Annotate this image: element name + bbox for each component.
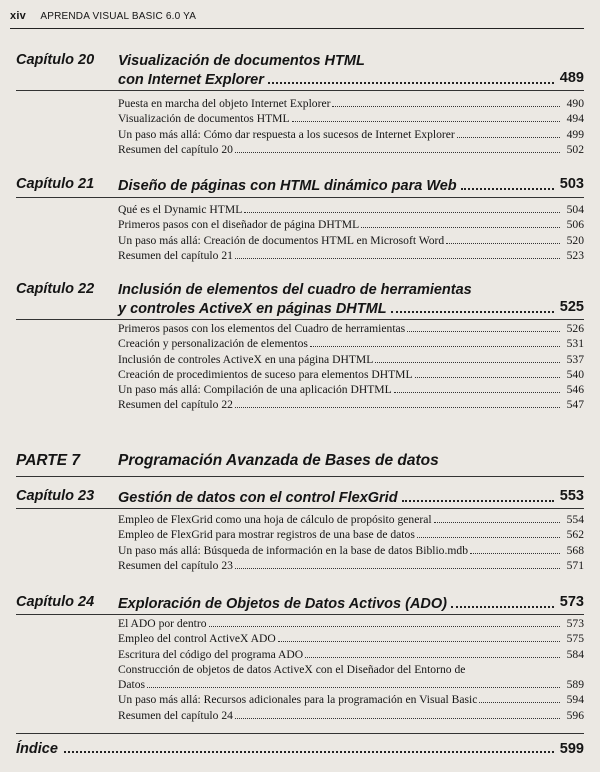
index-label: Índice	[16, 741, 58, 757]
toc-entry: Inclusión de controles ActiveX en una página DHTML 537	[118, 352, 584, 366]
chapter-entries	[118, 202, 584, 263]
toc-entry: El ADO por dentro 573	[118, 617, 584, 630]
toc-entry: Qué es el Dynamic HTML 504	[118, 203, 584, 216]
chapter-rule	[16, 319, 584, 320]
part-rule	[16, 476, 584, 477]
toc-entry: Creación de procedimientos de suceso para elementos DHTML 540	[118, 367, 584, 381]
header-rule	[10, 28, 584, 29]
chapter-page: 573	[559, 594, 584, 610]
chapter-rule	[16, 197, 584, 198]
chapter-label: Capítulo 22	[16, 281, 95, 297]
chapter-title: Visualización de documentos HTML con Internet Explorer	[118, 52, 558, 89]
toc-entry: Empleo de FlexGrid para mostrar registros de una base de datos 562	[118, 528, 584, 542]
chapter-rule	[16, 508, 584, 509]
chapter-title: Exploración de Objetos de Datos Activos (ADO)	[118, 594, 558, 613]
chapter-title: Gestión de datos con el control FlexGrid	[118, 488, 558, 507]
toc-entry: Un paso más allá: Recursos adicionales para la programación en Visual Basic 594	[118, 693, 584, 707]
chapter-page: 489	[559, 70, 584, 86]
chapter-entries	[118, 616, 584, 723]
toc-entry: Un paso más allá: Creación de documentos HTML en Microsoft Word 520	[118, 233, 584, 247]
toc-entry: Construcción de objetos de datos ActiveX con el Diseñador del Entorno de Datos 589	[118, 662, 584, 692]
chapter-rule	[16, 614, 584, 615]
chapter-label: Capítulo 23	[16, 488, 95, 504]
toc-entry: Primeros pasos con el diseñador de página DHTML 506	[118, 218, 584, 232]
book-title: APRENDA VISUAL BASIC 6.0 YA	[40, 11, 197, 22]
toc-entry: Empleo de FlexGrid como una hoja de cálculo de propósito general 554	[118, 513, 584, 526]
part-label: PARTE 7	[16, 452, 81, 469]
toc-entry: Resumen del capítulo 23 571	[118, 558, 584, 572]
chapter-label: Capítulo 24	[16, 594, 95, 610]
chapter-entries	[118, 96, 584, 157]
chapter-label: Capítulo 21	[16, 176, 95, 192]
toc-entry: Puesta en marcha del objeto Internet Explorer 490	[118, 97, 584, 110]
chapter-entries	[118, 321, 584, 413]
toc-entry: Creación y personalización de elementos 531	[118, 337, 584, 351]
toc-entry: Escritura del código del programa ADO 584	[118, 647, 584, 661]
chapter-page: 503	[559, 176, 584, 192]
page-number: xiv	[10, 10, 26, 22]
toc-entry: Primeros pasos con los elementos del Cuadro de herramientas 526	[118, 322, 584, 335]
part-title: Programación Avanzada de Bases de datos	[118, 452, 439, 469]
toc-entry: Un paso más allá: Compilación de una aplicación DHTML 546	[118, 383, 584, 397]
toc-entry: Visualización de documentos HTML 494	[118, 112, 584, 126]
toc-entry: Resumen del capítulo 24 596	[118, 708, 584, 722]
chapter-page: 525	[559, 299, 584, 315]
index-page: 599	[559, 741, 584, 757]
toc-entry: Un paso más allá: Búsqueda de información en la base de datos Biblio.mdb 568	[118, 543, 584, 557]
toc-entry: Resumen del capítulo 21 523	[118, 248, 584, 262]
index-entry	[16, 740, 584, 757]
chapter-page: 553	[559, 488, 584, 504]
toc-entry: Empleo del control ActiveX ADO 575	[118, 632, 584, 646]
chapter-title: Diseño de páginas con HTML dinámico para Web	[118, 176, 558, 195]
toc-entry: Resumen del capítulo 20 502	[118, 142, 584, 156]
index-rule	[16, 733, 584, 734]
toc-entry: Un paso más allá: Cómo dar respuesta a los sucesos de Internet Explorer 499	[118, 127, 584, 141]
running-header	[10, 10, 590, 26]
chapter-title: Inclusión de elementos del cuadro de herramientas y controles ActiveX en páginas DHTML	[118, 281, 558, 318]
chapter-entries	[118, 512, 584, 573]
chapter-rule	[16, 90, 584, 91]
chapter-label: Capítulo 20	[16, 52, 95, 68]
toc-entry: Resumen del capítulo 22 547	[118, 398, 584, 412]
